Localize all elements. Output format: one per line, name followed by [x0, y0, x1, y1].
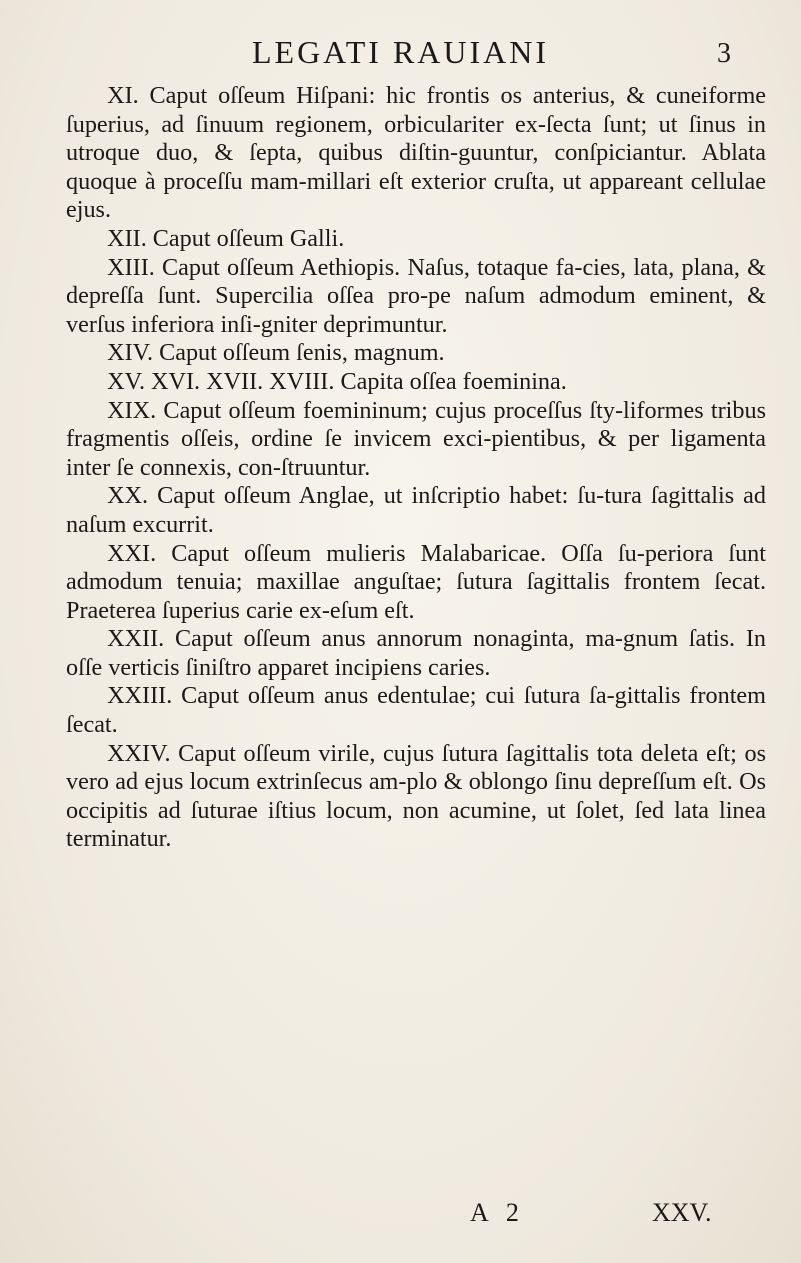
paragraph-xv-xviii: XV. XVI. XVII. XVIII. Capita oſſea foeminina.	[107, 367, 567, 395]
paragraph-xxi: XXI. Caput oſſeum mulieris Malabaricae. Oſſa ſu-periora ſunt admodum tenuia; maxillae anguſtae; ſutura ſagittalis frontem ſecat. Praeterea ſuperius carie ex-eſum eſt.	[66, 539, 766, 624]
paragraph-xiv: XIV. Caput oſſeum ſenis, magnum.	[107, 339, 445, 367]
page-header	[0, 28, 801, 78]
paragraph-xii: XII. Caput oſſeum Galli.	[107, 224, 345, 252]
catchword: XXV.	[652, 1198, 712, 1227]
running-title: LEGATI RAUIANI	[251, 34, 550, 70]
signature-mark: A 2	[470, 1198, 525, 1227]
paragraph-xxii: XXII. Caput oſſeum anus annorum nonaginta, ma-gnum ſatis. In oſſe verticis ſiniſtro apparet incipiens caries.	[66, 625, 766, 681]
page-number: 3	[717, 38, 731, 69]
paragraph-xi: XI. Caput oſſeum Hiſpani: hic frontis os anterius, & cuneiforme ſuperius, ad ſinuum regionem, orbiculariter ex-ſecta ſunt; ut ſinus in utroque duo, & ſepta, quibus diſtin-guuntur, conſpiciantur. Ablata quoque à proceſſu mam-millari eſt exterior cruſta, ut appareant cellulae ejus.	[66, 82, 766, 224]
paragraph-xx: XX. Caput oſſeum Anglae, ut inſcriptio habet: ſu-tura ſagittalis ad naſum excurrit.	[66, 482, 766, 538]
paragraph-xiii: XIII. Caput oſſeum Aethiopis. Naſus, totaque fa-cies, lata, plana, & depreſſa ſunt. Supercilia oſſea pro-pe naſum admodum eminent, & verſus inferiora inſi-gniter deprimuntur.	[66, 253, 766, 338]
paragraph-xxiv: XXIV. Caput oſſeum virile, cujus ſutura ſagittalis tota deleta eſt; os vero ad ejus locum extrinſecus am-plo & oblongo ſinu depreſſum eſt. Os occipitis ad ſuturae iſtius locum, non acumine, ut ſolet, ſed lata linea terminatur.	[66, 739, 766, 853]
paragraph-xxiii: XXIII. Caput oſſeum anus edentulae; cui ſutura ſa-gittalis frontem ſecat.	[66, 682, 766, 739]
page-footer	[0, 1198, 801, 1238]
paragraph-xix: XIX. Caput oſſeum foemininum; cujus proceſſus ſty-liformes tribus fragmentis oſſeis, ordine ſe invicem exci-pientibus, & per ligamenta inter ſe connexis, con-ſtruuntur.	[66, 396, 766, 481]
body-text	[66, 82, 766, 854]
